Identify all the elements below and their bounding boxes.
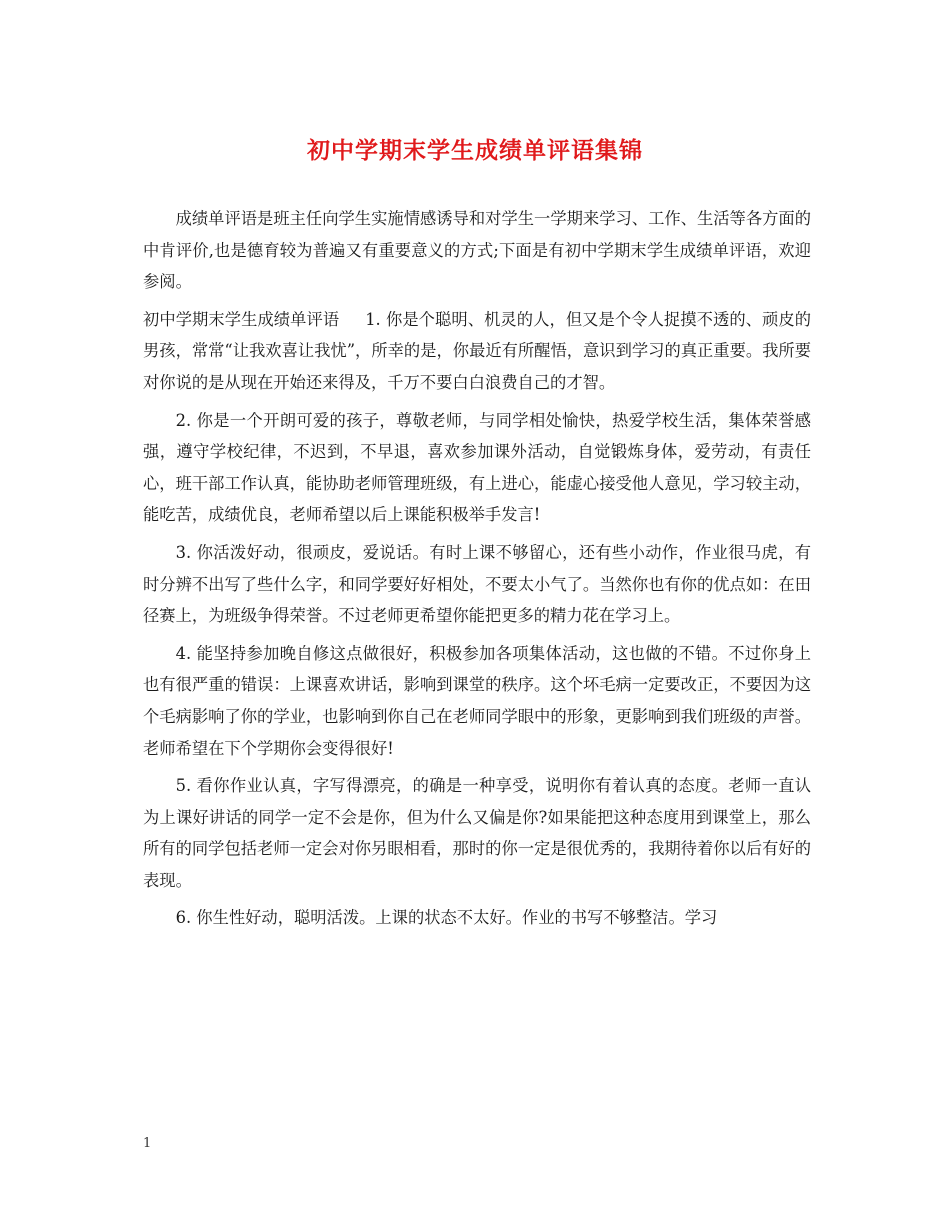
comment-paragraph-4: 4. 能坚持参加晚自修这点做很好，积极参加各项集体活动，这也做的不错。不过你身上也有很严重的错误：上课喜欢讲话，影响到课堂的秩序。这个坏毛病一定要改正，不要因为这个毛病影响了你的学业，也影响到你自己在老师同学眼中的形象，更影响到我们班级的声誉。老师希望在下个学期你会变得很好! (143, 643, 811, 758)
document-title: 初中学期末学生成绩单评语集锦 (307, 137, 643, 164)
comment-1-text: 1. 你是个聪明、机灵的人，但又是个令人捉摸不透的、顽皮的男孩，常常“让我欢喜让我忧”，所幸的是，你最近有所醒悟，意识到学习的真正重要。我所要对你说的是从现在开始还来得及，千万不要白白浪费自己的才智。 (143, 309, 811, 392)
comment-paragraph-1 (143, 304, 811, 399)
comment-paragraph-2: 2. 你是一个开朗可爱的孩子，尊敬老师，与同学相处愉快，热爱学校生活，集体荣誉感强，遵守学校纪律，不迟到，不早退，喜欢参加课外活动，自觉锻炼身体，爱劳动，有责任心，班干部工作认真，能协助老师管理班级，有上进心，能虚心接受他人意见，学习较主动，能吃苦，成绩优良，老师希望以后上课能积极举手发言! (143, 410, 811, 525)
comment-paragraph-5: 5. 看你作业认真，字写得漂亮，的确是一种享受，说明你有着认真的态度。老师一直认为上课好讲话的同学一定不会是你，但为什么又偏是你?如果能把这种态度用到课堂上，那么所有的同学包括老师一定会对你另眼相看，那时的你一定是很优秀的，我期待着你以后有好的表现。 (143, 776, 811, 890)
intro-paragraph: 成绩单评语是班主任向学生实施情感诱导和对学生一学期来学习、工作、生活等各方面的中肯评价,也是德育较为普遍又有重要意义的方式;下面是有初中学期末学生成绩单评语，欢迎参阅。 (143, 209, 811, 292)
comment-paragraph-6: 6. 你生性好动，聪明活泼。上课的状态不太好。作业的书写不够整洁。学习 (175, 908, 718, 928)
section-label: 初中学期末学生成绩单评语 (143, 309, 340, 329)
page-number: 1 (143, 1136, 152, 1151)
document-body (143, 203, 811, 940)
comment-paragraph-3: 3. 你活泼好动，很顽皮，爱说话。有时上课不够留心，还有些小动作，作业很马虎，有时分辨不出写了些什么字，和同学要好好相处，不要太小气了。当然你也有你的优点如：在田径赛上，为班级争得荣誉。不过老师更希望你能把更多的精力花在学习上。 (143, 542, 811, 626)
